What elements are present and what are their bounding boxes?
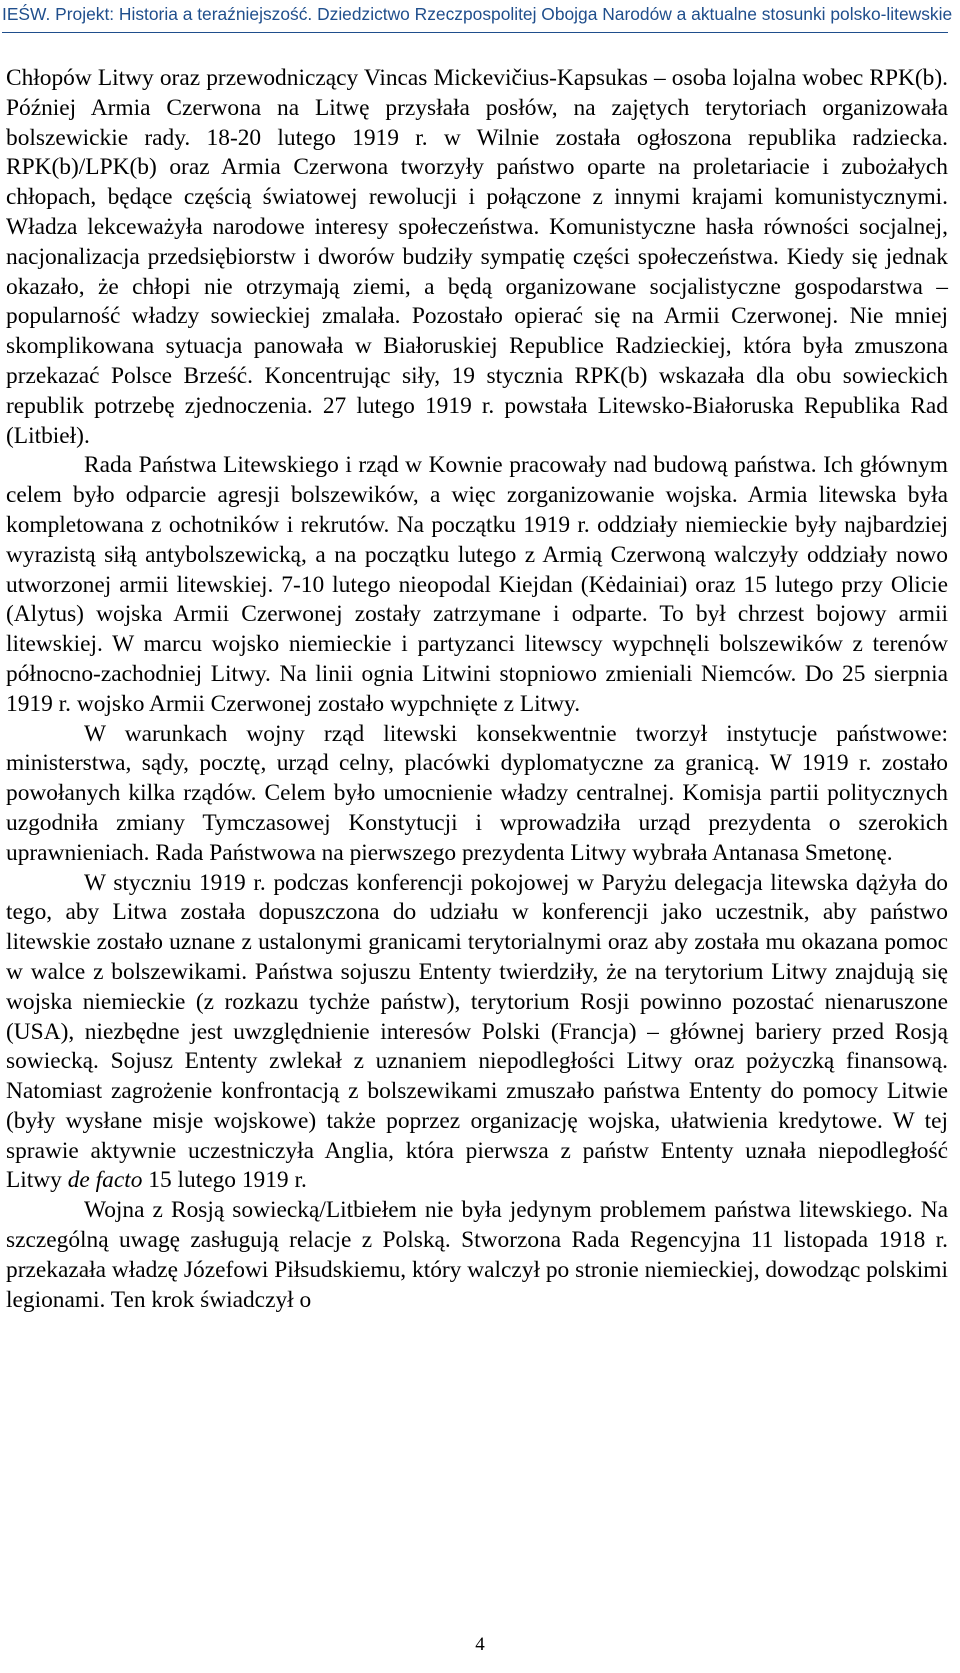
paragraph-4: [6, 869, 948, 1197]
page-number: 4: [475, 1634, 485, 1655]
paragraph-4-end: 15 lutego 1919 r.: [142, 1167, 307, 1194]
paragraph-5: Wojna z Rosją sowiecką/Litbiełem nie była jedynym problemem państwa litewskiego. Na szczególną uwagę zasługują relacje z Polską. Stworzona Rada Regencyjna 11 listopada 1918 r. przekazała władzę Józefowi Piłsudskiemu, który walczył po stronie niemieckiej, dowodząc polskimi legionami. Ten krok świadczył o: [6, 1197, 948, 1313]
header-divider: [2, 32, 948, 33]
document-body: [6, 64, 948, 1315]
de-facto-italic: de facto: [67, 1167, 143, 1194]
paragraph-2: Rada Państwa Litewskiego i rząd w Kownie pracowały nad budową państwa. Ich głównym celem było odparcie agresji bolszewików, a więc zorganizowanie wojska. Armia litewska była kompletowana z ochotników i rekrutów. Na początku 1919 r. oddziały niemieckie były najbardziej wyrazistą siłą antybolszewicką, a na początku lutego z Armią Czerwoną walczyły oddziały nowo utworzonej armii litewskiej. 7-10 lutego nieopodal Kiejdan (Kėdainiai) oraz 15 lutego przy Olicie (Alytus) wojska Armii Czerwonej zostały zatrzymane i odparte. To był chrzest bojowy armii litewskiej. W marcu wojsko niemieckie i partyzanci litewscy wypchnęli bolszewików z terenów północno-zachodniej Litwy. Na linii ognia Litwini stopniowo zmieniali Niemców. Do 25 sierpnia 1919 r. wojsko Armii Czerwonej zostało wypchnięte z Litwy.: [6, 452, 948, 717]
document-header: IEŚW. Projekt: Historia a teraźniejszość. Dziedzictwo Rzeczpospolitej Obojga Narodów a aktualne stosunki polsko-litewskie: [2, 4, 953, 24]
paragraph-1: Chłopów Litwy oraz przewodniczący Vincas Mickevičius-Kapsukas – osoba lojalna wobec RPK(b). Później Armia Czerwona na Litwę przysłała posłów, na zajętych terytoriach organizowała bolszewickie rady. 18-20 lutego 1919 r. w Wilnie została ogłoszona republika radziecka. RPK(b)/LPK(b) oraz Armia Czerwona tworzyły państwo oparte na proletariacie i zubożałych chłopach, będące częścią światowej rewolucji i połączone z innymi krajami komunistycznymi. Władza lekceważyła narodowe interesy społeczeństwa. Komunistyczne hasła równości socjalnej, nacjonalizacja przedsiębiorstw i dworów budziły sympatię części społeczeństwa. Kiedy się jednak okazało, że chłopi nie otrzymają ziemi, a będą organizowane socjalistyczne gospodarstwa – popularność władzy sowieckiej zmalała. Pozostało opierać się na Armii Czerwonej. Nie mniej skomplikowana sytuacja panowała w Białoruskiej Republice Radzieckiej, która była zmuszona przekazać Polsce Brześć. Koncentrując siły, 19 stycznia RPK(b) wskazała dla obu sowieckich republik potrzebę zjednoczenia. 27 lutego 1919 r. powstała Litewsko-Białoruska Republika Rad (Litbieł).: [6, 65, 948, 449]
paragraph-3: W warunkach wojny rząd litewski konsekwentnie tworzył instytucje państwowe: ministerstwa, sądy, pocztę, urząd celny, placówki dyplomatyczne za granicą. W 1919 r. zostało powołanych kilka rządów. Celem było umocnienie władzy centralnej. Komisja partii politycznych uzgodniła zmiany Tymczasowej Konstytucji i wprowadziła urząd prezydenta o szerokich uprawnieniach. Rada Państwowa na pierwszego prezydenta Litwy wybrała Antanasa Smetonę.: [6, 720, 948, 866]
paragraph-4-text: W styczniu 1919 r. podczas konferencji pokojowej w Paryżu delegacja litewska dążyła do tego, aby Litwa została dopuszczona do udziału w konferencji jako uczestnik, aby państwo litewskie zostało uznane z ustalonymi granicami terytorialnymi oraz aby została mu okazana pomoc w walce z bolszewikami. Państwa sojuszu Ententy twierdziły, że na terytorium Litwy znajdują się wojska niemieckie (z rozkazu tychże państw), terytorium Rosji powinno pozostać nienaruszone (USA), niezbędne jest uwzględnienie interesów Polski (Francja) – głównej bariery przed Rosją sowiecką. Sojusz Ententy zwlekał z uznaniem niepodległości Litwy oraz pożyczką finansową. Natomiast zagrożenie konfrontacją z bolszewikami zmuszało państwa Ententy do pomocy Litwie (były wysłane misje wojskowe) także poprzez organizację wojska, ułatwienia kredytowe. W tej sprawie aktywnie uczestniczyła Anglia, która pierwsza z państw Ententy uznała niepodległość Litwy: [6, 869, 948, 1194]
